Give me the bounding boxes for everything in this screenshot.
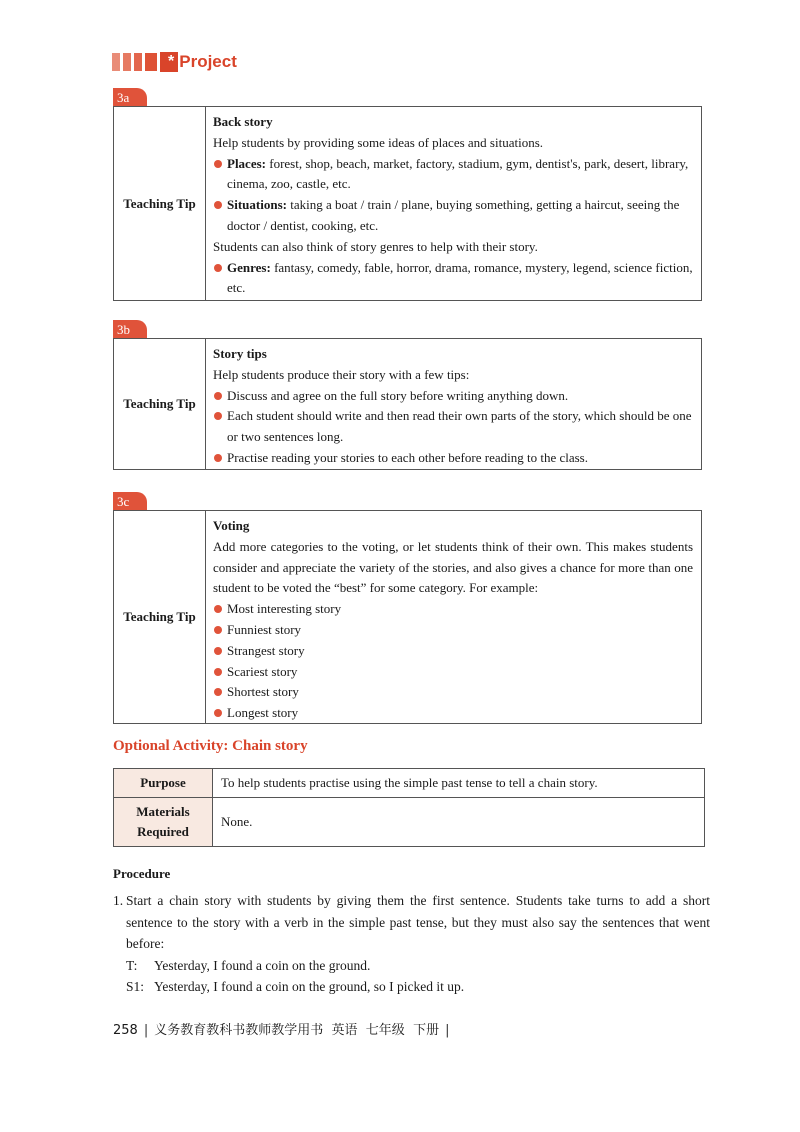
purpose-label: Purpose [114, 769, 213, 798]
item-text: Scariest story [227, 663, 298, 679]
header-stripe [145, 53, 157, 71]
bullet-icon [214, 626, 222, 634]
procedure-step [113, 890, 710, 955]
list-item [213, 662, 693, 683]
materials-label [114, 798, 213, 847]
item-text: Strangest story [227, 642, 305, 658]
section-tag-3b: 3b [113, 320, 147, 339]
tip-list [213, 154, 693, 237]
footer-separator: | [445, 1023, 450, 1038]
materials-label-line: Materials [136, 804, 190, 819]
page-number: 258 [113, 1023, 138, 1038]
section-tag-3c: 3c [113, 492, 147, 511]
bullet-icon [214, 392, 222, 400]
table-row [114, 798, 705, 847]
page-footer [113, 1019, 455, 1038]
step-text: Start a chain story with students by giving them the first sentence. Students take turns to add a short sentence to the story with a verb in the simple past tense, but they must also say the sentences that went before: [126, 893, 710, 951]
grade: 七年级 [365, 1023, 405, 1038]
item-text: Most interesting story [227, 601, 342, 617]
dialogue-line [113, 976, 710, 998]
speaker: T: [126, 957, 138, 973]
tip-list [213, 599, 693, 724]
bullet-icon [214, 201, 222, 209]
bullet-icon [214, 454, 222, 462]
header-stripe [123, 53, 131, 71]
item-text: Practise reading your stories to each other before reading to the class. [227, 449, 588, 465]
item-label: Places: [227, 155, 266, 171]
item-text: taking a boat / train / plane, buying something, getting a haircut, seeing the doctor / dentist, cooking, etc. [227, 197, 680, 233]
item-text: Longest story [227, 705, 299, 721]
bullet-icon [214, 605, 222, 613]
bullet-icon [214, 688, 222, 696]
list-item [213, 154, 693, 196]
tip-title: Back story [213, 114, 273, 129]
teaching-tip-label: Teaching Tip [114, 107, 206, 300]
item-label: Genres: [227, 259, 271, 275]
item-text: Funniest story [227, 621, 302, 637]
header-stripe [112, 53, 120, 71]
header-stripe [134, 53, 142, 71]
footer-separator: | [143, 1023, 149, 1038]
list-item [213, 641, 693, 662]
procedure-heading: Procedure [113, 866, 171, 881]
tip-title: Story tips [213, 346, 267, 361]
list-item [213, 386, 693, 407]
list-item [213, 448, 693, 469]
page-header [112, 52, 237, 72]
header-title: Project [179, 52, 237, 71]
materials-label-line: Required [137, 824, 189, 839]
teaching-tip-content [206, 511, 701, 723]
bullet-icon [214, 412, 222, 420]
teaching-tip-box-3c [113, 510, 702, 724]
teaching-tip-box-3a [113, 106, 702, 301]
materials-text: None. [213, 798, 705, 847]
list-item [213, 682, 693, 703]
tip-middle: Students can also think of story genres to help with their story. [213, 238, 538, 254]
list-item [213, 599, 693, 620]
item-label: Situations: [227, 197, 287, 213]
purpose-text: To help students practise using the simple past tense to tell a chain story. [213, 769, 705, 798]
tip-intro: Add more categories to the voting, or let students think of their own. This makes students consider and appreciate the variety of the stories, and also gives a chance for more than one student to be voted the “best” for some category. For example: [213, 538, 693, 596]
speaker: S1: [126, 979, 145, 994]
activity-table [113, 768, 705, 847]
item-text: Discuss and agree on the full story before writing anything down. [227, 387, 569, 403]
teaching-tip-label: Teaching Tip [114, 339, 206, 469]
item-text: forest, shop, beach, market, factory, stadium, gym, dentist's, park, desert, library, cinema, zoo, castle, etc. [227, 155, 689, 192]
tip-title: Voting [213, 518, 250, 533]
step-number: 1. [113, 893, 124, 908]
tip-intro: Help students produce their story with a few tips: [213, 366, 470, 382]
section-tag-3a: 3a [113, 88, 147, 107]
list-item [213, 620, 693, 641]
bullet-icon [214, 647, 222, 655]
list-item [213, 195, 693, 237]
tip-list [213, 258, 693, 300]
line-text: Yesterday, I found a coin on the ground, so I picked it up. [154, 979, 465, 994]
teaching-tip-box-3b [113, 338, 702, 470]
subject: 英语 [331, 1023, 358, 1038]
bullet-icon [214, 160, 222, 168]
teaching-tip-content [206, 339, 701, 469]
item-text: fantasy, comedy, fable, horror, drama, romance, mystery, legend, science fiction, etc. [227, 259, 693, 296]
list-item [213, 406, 693, 448]
line-text: Yesterday, I found a coin on the ground. [154, 957, 371, 973]
teaching-tip-content [206, 107, 701, 300]
list-item [213, 258, 693, 300]
volume: 下册 [413, 1023, 440, 1038]
book-title: 义务教育教科书教师教学用书 [154, 1023, 324, 1038]
procedure-body [113, 890, 710, 998]
list-item [213, 703, 693, 724]
header-star: * [160, 52, 178, 72]
bullet-icon [214, 668, 222, 676]
item-text: Shortest story [227, 684, 299, 700]
dialogue-line [113, 955, 710, 977]
bullet-icon [214, 264, 222, 272]
tip-intro: Help students by providing some ideas of places and situations. [213, 134, 544, 150]
tip-list [213, 386, 693, 469]
teaching-tip-label: Teaching Tip [114, 511, 206, 723]
table-row [114, 769, 705, 798]
optional-activity-heading: Optional Activity: Chain story [113, 738, 308, 754]
bullet-icon [214, 709, 222, 717]
item-text: Each student should write and then read their own parts of the story, which should be one or two sentences long. [227, 408, 692, 445]
